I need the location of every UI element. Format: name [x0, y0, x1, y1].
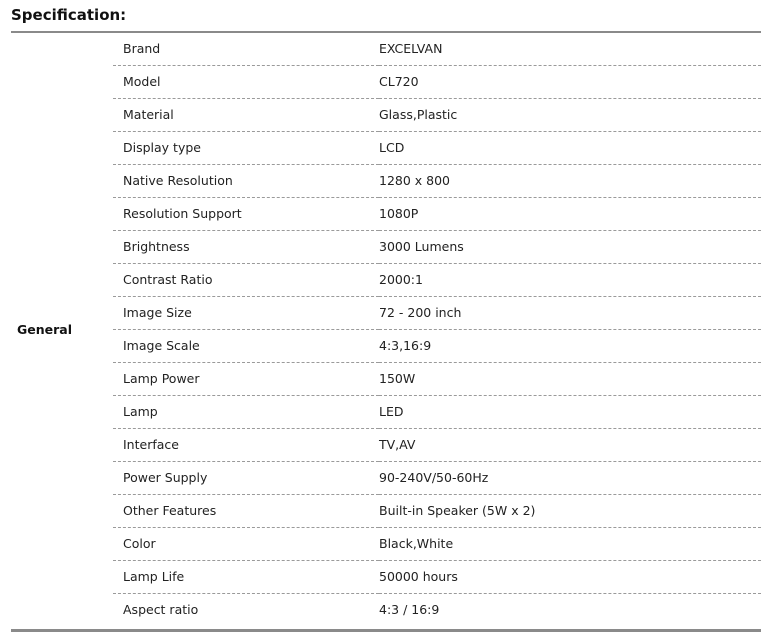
- spec-key: Interface: [113, 429, 379, 462]
- spec-key: Native Resolution: [113, 165, 379, 198]
- table-row: [113, 66, 761, 99]
- spec-key: Model: [113, 66, 379, 99]
- spec-value: TV,AV: [379, 429, 761, 462]
- spec-key: Lamp Power: [113, 363, 379, 396]
- spec-value: Black,White: [379, 528, 761, 561]
- spec-value: 1280 x 800: [379, 165, 761, 198]
- spec-key: Resolution Support: [113, 198, 379, 231]
- spec-key: Lamp Life: [113, 561, 379, 594]
- table-row: [113, 363, 761, 396]
- table-row: [113, 99, 761, 132]
- spec-key: Contrast Ratio: [113, 264, 379, 297]
- spec-key: Color: [113, 528, 379, 561]
- spec-value: Glass,Plastic: [379, 99, 761, 132]
- spec-key: Power Supply: [113, 462, 379, 495]
- spec-value: Built-in Speaker (5W x 2): [379, 495, 761, 528]
- spec-key: Image Size: [113, 297, 379, 330]
- table-row: [113, 462, 761, 495]
- bottom-divider: [11, 629, 761, 632]
- table-row: [113, 396, 761, 429]
- table-row: [113, 165, 761, 198]
- table-row: [113, 264, 761, 297]
- table-row: [113, 561, 761, 594]
- spec-key: Brightness: [113, 231, 379, 264]
- spec-value: LED: [379, 396, 761, 429]
- spec-value: 2000:1: [379, 264, 761, 297]
- spec-value: 4:3,16:9: [379, 330, 761, 363]
- spec-key: Other Features: [113, 495, 379, 528]
- table-row: [113, 429, 761, 462]
- spec-value: 4:3 / 16:9: [379, 601, 440, 617]
- spec-key: Image Scale: [113, 330, 379, 363]
- spec-value: 150W: [379, 363, 761, 396]
- spec-value: 90-240V/50-60Hz: [379, 462, 761, 495]
- spec-key: Aspect ratio: [123, 601, 199, 617]
- spec-value: 3000 Lumens: [379, 231, 761, 264]
- spec-key: Material: [113, 99, 379, 132]
- table-row: [113, 297, 761, 330]
- table-row: [113, 330, 761, 363]
- table-row: [113, 132, 761, 165]
- spec-value: 1080P: [379, 198, 761, 231]
- table-row: [113, 594, 761, 627]
- table-row: [113, 495, 761, 528]
- spec-key: Brand: [113, 33, 379, 66]
- spec-table: [113, 33, 761, 626]
- table-row: [113, 198, 761, 231]
- section-label-general: General: [17, 322, 72, 337]
- spec-value: CL720: [379, 66, 761, 99]
- spec-value: EXCELVAN: [379, 33, 761, 66]
- spec-key: Lamp: [113, 396, 379, 429]
- spec-key: Display type: [113, 132, 379, 165]
- table-row: [113, 33, 761, 66]
- spec-value: LCD: [379, 132, 761, 165]
- spec-value: 72 - 200 inch: [379, 297, 761, 330]
- table-row: [113, 231, 761, 264]
- table-row: [113, 528, 761, 561]
- page-title: Specification:: [11, 6, 127, 24]
- spec-value: 50000 hours: [379, 561, 761, 594]
